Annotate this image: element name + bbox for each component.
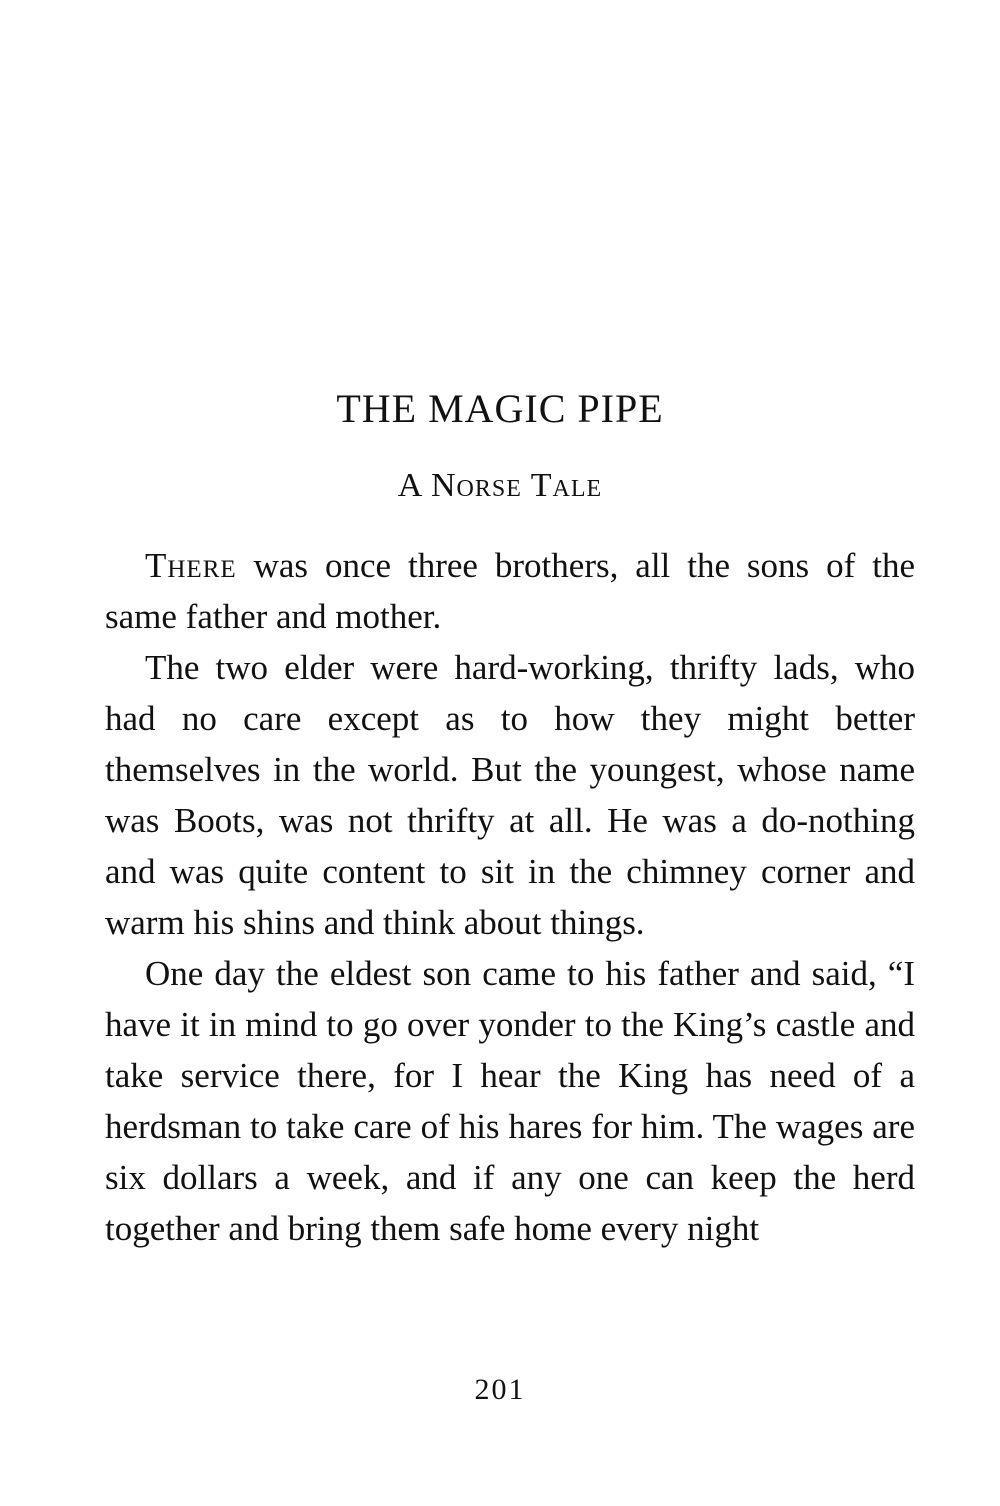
paragraph-lead-word: There <box>145 546 237 585</box>
page-title: THE MAGIC PIPE <box>336 386 664 431</box>
paragraph-2 <box>105 642 915 948</box>
paragraph-1 <box>105 540 915 642</box>
page-subtitle: A Norse Tale <box>397 467 603 504</box>
paragraph-3 <box>105 948 915 1254</box>
paragraph-text: The two elder were hard-working, thrifty lads, who had no care except as to how they might better themselves in the world. But the youngest, whose name was Boots, was not thrifty at all. He was a do-nothing and was quite content to sit in the chimney corner and warm his shins and think about things. <box>105 648 915 942</box>
paragraph-text: One day the eldest son came to his father and said, “I have it in mind to go over yonder to the King’s castle and take service there, for I hear the King has need of a herdsman to take care of his hares for him. The wages are six dollars a week, and if any one can keep the herd together and bring them safe home every night <box>105 954 915 1248</box>
paragraph-text: was once three brothers, all the sons of the same father and mother. <box>105 546 915 636</box>
page-number: 201 <box>474 1373 526 1406</box>
body-text <box>105 540 915 1254</box>
